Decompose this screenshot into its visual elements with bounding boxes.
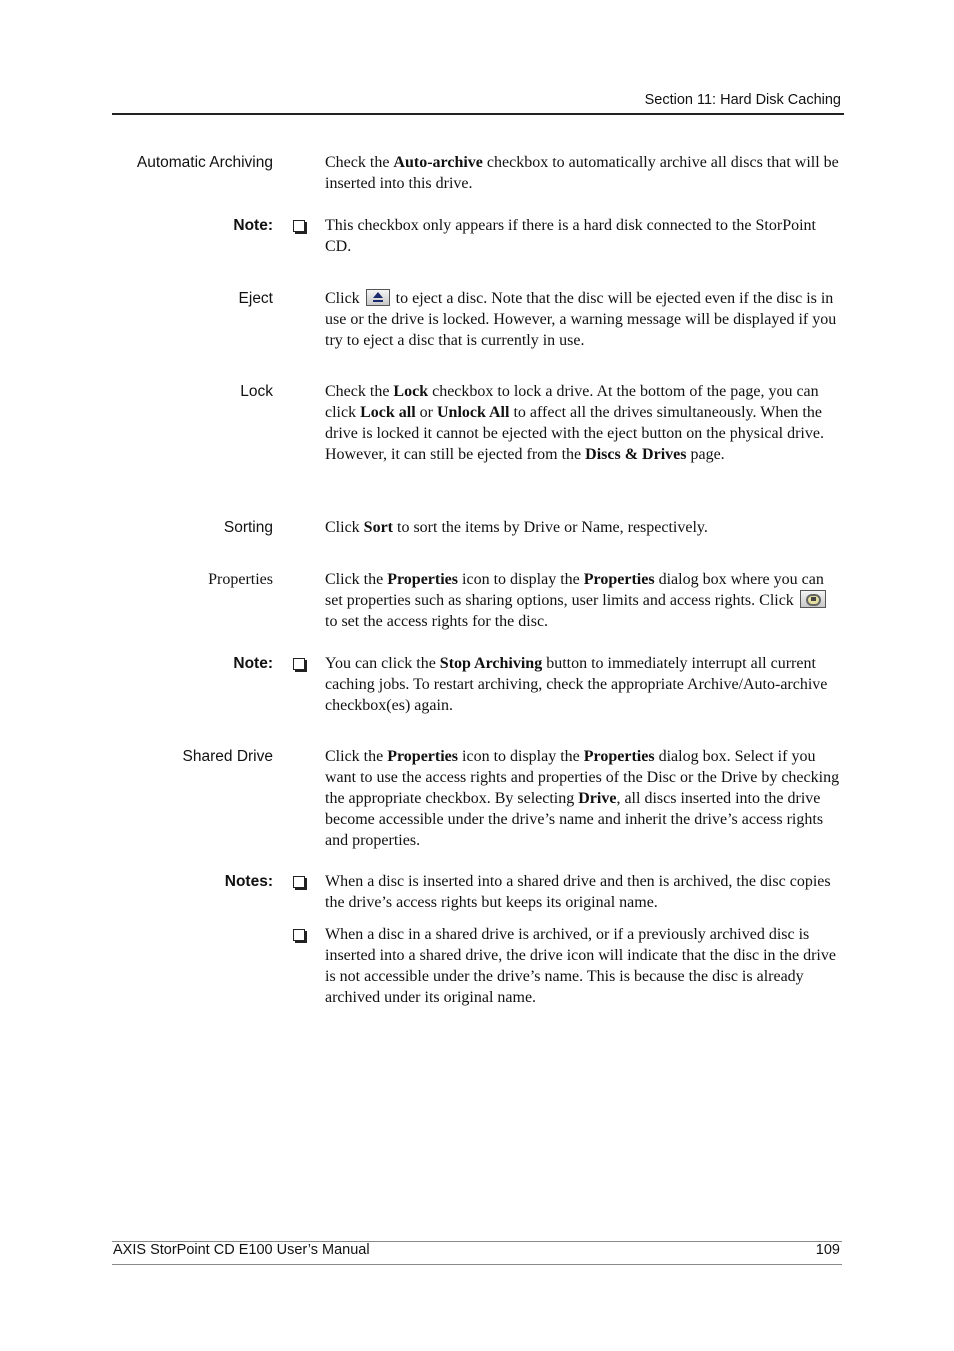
footer-rule-bottom: [112, 1264, 842, 1265]
note-text: This checkbox only appears if there is a hard disk connected to the StorPoint CD.: [325, 217, 816, 255]
term-description: [325, 746, 840, 851]
checkbox-bullet-icon: [293, 876, 305, 888]
term-label: Lock: [240, 383, 273, 400]
text: Click: [325, 519, 364, 536]
term-description: [325, 517, 840, 538]
text: , all discs inserted into the drive become accessible under the drive’s name and inherit the drive’s access rights and properties.: [325, 790, 824, 849]
term-description: [325, 288, 840, 351]
ui-term: Unlock All: [436, 404, 510, 421]
term-label: Sorting: [223, 519, 273, 536]
term-description: [325, 569, 840, 632]
checkbox-bullet-icon: [293, 220, 305, 232]
ui-term: Properties: [583, 571, 655, 588]
note-text: [325, 653, 840, 716]
term-label: Automatic Archiving: [136, 154, 273, 171]
text: to affect all the drives simultaneously. When the drive is locked it cannot be ejected with the eject button on the physical drive. However, it can still be ejected from the: [325, 404, 824, 463]
eject-icon: [366, 289, 390, 306]
notes-label: Notes:: [224, 873, 273, 890]
text: or: [415, 404, 437, 421]
checkbox-bullet-icon: [293, 658, 305, 670]
text: checkbox to automatically archive all discs that will be inserted into this drive.: [325, 154, 839, 192]
text: checkbox to lock a drive. At the bottom of the page, you can click: [325, 383, 819, 421]
ui-term: Auto-archive: [393, 154, 483, 171]
section-header: Section 11: Hard Disk Caching: [644, 92, 841, 108]
text: Click: [325, 290, 364, 307]
text: Click the: [325, 571, 388, 588]
checkbox-bullet-icon: [293, 929, 305, 941]
term-label: Shared Drive: [182, 748, 273, 765]
note-label: Note:: [233, 655, 273, 672]
ui-term: Properties: [387, 571, 459, 588]
text: You can click the: [325, 655, 440, 672]
text: dialog box where you can set properties such as sharing options, user limits and access rights. Click: [325, 571, 824, 609]
text: Check the: [325, 383, 394, 400]
text: page.: [686, 446, 725, 463]
ui-term: Lock: [393, 383, 429, 400]
text: Check the: [325, 154, 394, 171]
text: icon to display the: [458, 748, 584, 765]
term-label: Eject: [238, 290, 273, 307]
text: to sort the items by Drive or Name, respectively.: [393, 519, 708, 536]
term-label: Properties: [208, 571, 273, 588]
term-description: [325, 381, 840, 465]
notes-item: When a disc in a shared drive is archived, or if a previously archived disc is inserted into a shared drive, the drive icon will indicate that the disc in the drive is not accessible under the drive’s name. This is because the disc is already archived under its original name.: [325, 926, 836, 1006]
text: button to immediately interrupt all current caching jobs. To restart archiving, check the appropriate Archive/Auto-archive checkbox(es) again.: [325, 655, 828, 714]
manual-title: AXIS StorPoint CD E100 User’s Manual: [113, 1242, 370, 1258]
header-rule: [112, 113, 844, 115]
text: Click the: [325, 748, 388, 765]
ui-term: Drive: [578, 790, 617, 807]
ui-term: Properties: [387, 748, 459, 765]
term-description: [325, 152, 840, 194]
ui-term: Stop Archiving: [439, 655, 543, 672]
access-rights-icon: [800, 590, 826, 608]
ui-term: Lock all: [360, 404, 416, 421]
ui-term: Properties: [583, 748, 655, 765]
ui-term: Sort: [363, 519, 393, 536]
ui-term: Discs & Drives: [585, 446, 687, 463]
text: dialog box. Select if you want to use the access rights and properties of the Disc or the Drive by checking the appropriate checkbox. By selecting: [325, 748, 840, 807]
text: to eject a disc. Note that the disc will be ejected even if the disc is in use or the drive is locked. However, a warning message will be displayed if you try to eject a disc that is currently in use.: [325, 290, 837, 349]
text: to set the access rights for the disc.: [325, 613, 549, 630]
note-label: Note:: [233, 217, 273, 234]
notes-item: When a disc is inserted into a shared drive and then is archived, the disc copies the drive’s access rights but keeps its original name.: [325, 873, 831, 911]
page-number: 109: [815, 1242, 840, 1258]
text: icon to display the: [458, 571, 584, 588]
